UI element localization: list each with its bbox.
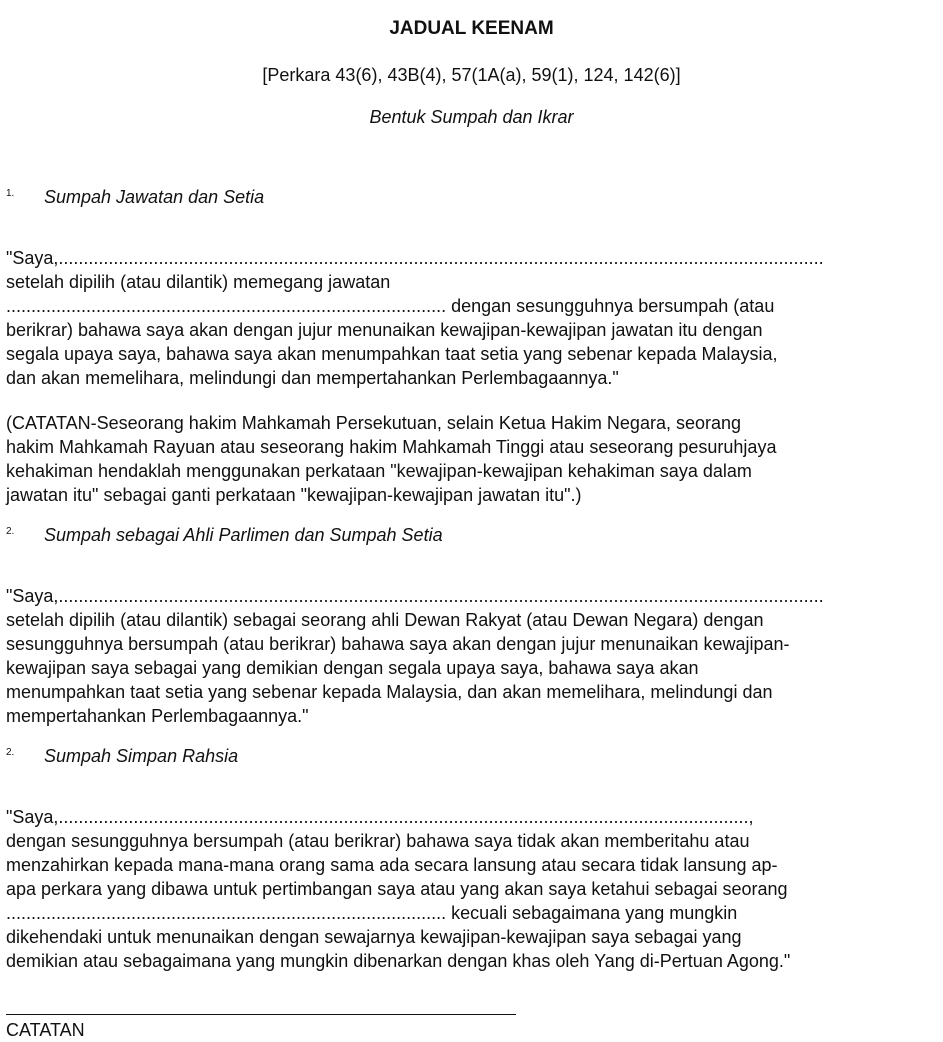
oath-line: apa perkara yang dibawa untuk pertimbangan saya atau yang akan saya ketahui sebagai seorang (6, 879, 788, 899)
document-title: JADUAL KEENAM (389, 18, 554, 39)
oath-line: segala upaya saya, bahawa saya akan menumpahkan taat setia yang sebenar kepada Malaysia, (6, 344, 778, 364)
oath-line: setelah dipilih (atau dilantik) memegang jawatan (6, 272, 391, 292)
oath-line: dan akan memelihara, melindungi dan mempertahankan Perlembagaannya." (6, 368, 619, 388)
oath-line: "Saya,......................................................................................................................................................... (6, 586, 824, 606)
note-line: (CATATAN-Seseorang hakim Mahkamah Persekutuan, selain Ketua Hakim Negara, seorang (6, 413, 742, 433)
note-line: kehakiman hendaklah menggunakan perkataan "kewajipan-kewajipan kehakiman saya dalam (6, 461, 752, 481)
oath-line: dengan sesungguhnya bersumpah (atau berikrar) bahawa saya tidak akan memberitahu atau (6, 831, 750, 851)
oath-line: dikehendaki untuk menunaikan dengan sewajarnya kewajipan-kewajipan saya sebagai yang (6, 927, 742, 947)
section-title: Sumpah Simpan Rahsia (44, 746, 239, 766)
form-heading: Bentuk Sumpah dan Ikrar (369, 107, 574, 127)
oath-line: kewajipan saya sebagai yang demikian dengan segala upaya saya, bahawa saya akan (6, 658, 699, 678)
oath-line: sesungguhnya bersumpah (atau berikrar) bahawa saya akan dengan jujur menunaikan kewajipan- (6, 634, 790, 654)
footer-cut-text: CATATAN (6, 1020, 85, 1040)
oath-line: mempertahankan Perlembagaannya." (6, 706, 309, 726)
oath-line: ........................................................................................ kecuali sebagaimana yang mungkin (6, 903, 738, 923)
oath-line: menzahirkan kepada mana-mana orang sama ada secara lansung atau secara tidak lansung ap- (6, 855, 778, 875)
oath-line: ........................................................................................ dengan sesungguhnya bersumpah (atau (6, 296, 775, 316)
section-2-heading (6, 523, 443, 547)
section-title: Sumpah sebagai Ahli Parlimen dan Sumpah Setia (44, 525, 443, 545)
oath-line: berikrar) bahawa saya akan dengan jujur menunaikan kewajipan-kewajipan jawatan itu dengan (6, 320, 763, 340)
oath-line: setelah dipilih (atau dilantik) sebagai seorang ahli Dewan Rakyat (atau Dewan Negara) dengan (6, 610, 764, 630)
section-number: 2. (6, 526, 15, 537)
section-number: 1. (6, 188, 15, 199)
oath-line: demikian atau sebagaimana yang mungkin dibenarkan dengan khas oleh Yang di-Pertuan Agong." (6, 951, 791, 971)
footnote-divider (6, 1014, 516, 1015)
section-number: 2. (6, 747, 15, 758)
section-1-heading (6, 185, 264, 209)
note-line: jawatan itu" sebagai ganti perkataan "kewajipan-kewajipan jawatan itu".) (6, 485, 582, 505)
article-reference: [Perkara 43(6), 43B(4), 57(1A(a), 59(1), 124, 142(6)] (262, 65, 681, 85)
oath-line: "Saya,......................................................................................................................................................... (6, 248, 824, 268)
note-line: hakim Mahkamah Rayuan atau seseorang hakim Mahkamah Tinggi atau seseorang pesuruhjaya (6, 437, 777, 457)
oath-line: "Saya,.........................................................................................................................................., (6, 807, 754, 827)
section-3-heading (6, 744, 238, 768)
oath-line: menumpahkan taat setia yang sebenar kepada Malaysia, dan akan memelihara, melindungi dan (6, 682, 773, 702)
section-title: Sumpah Jawatan dan Setia (44, 187, 265, 207)
